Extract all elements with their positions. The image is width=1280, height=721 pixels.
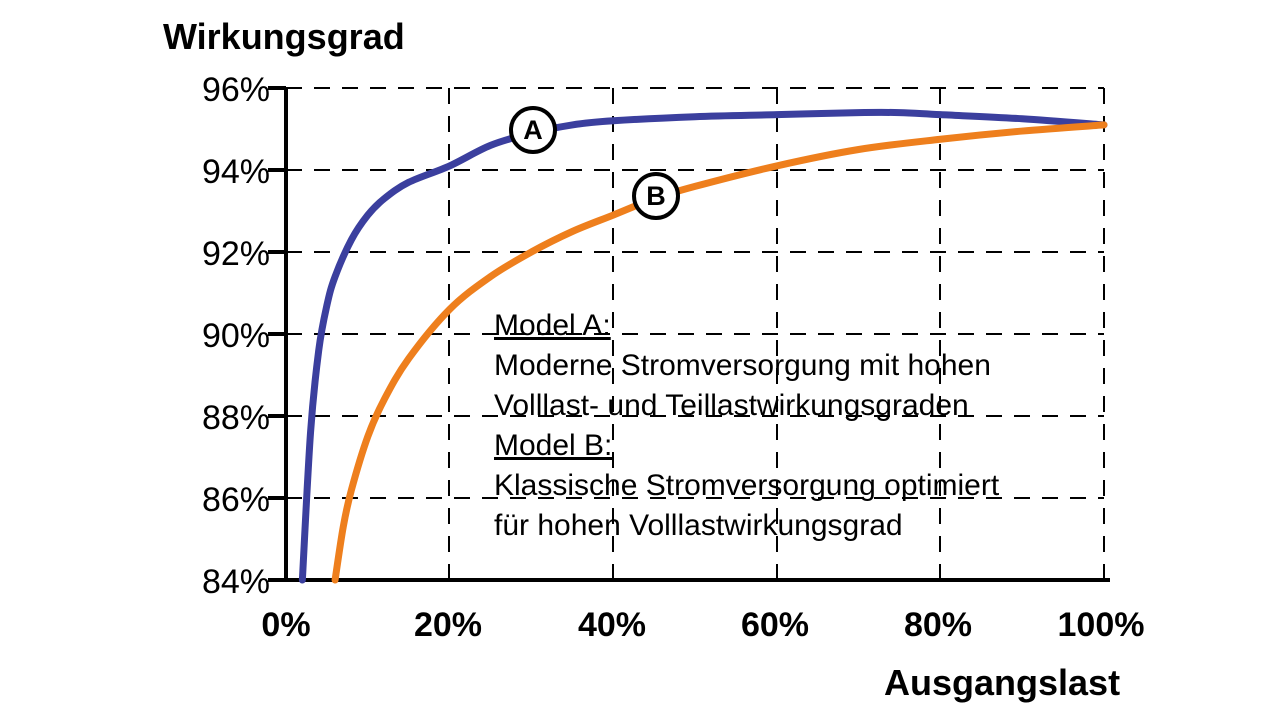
x-tick-label-2: 40% [577,606,647,644]
legend-model-b-line1: Klassische Stromversorgung optimiert [494,469,1000,502]
y-tick-marks [268,88,286,580]
y-axis-title: Wirkungsgrad [163,16,405,57]
y-tick-label-5: 94% [201,153,270,191]
series-marker-a-label: A [523,115,543,145]
x-axis-title: Ausgangslast [884,662,1121,703]
y-tick-label-0: 84% [201,563,270,601]
x-tick-label-0: 0% [261,606,311,644]
legend-annotations [494,306,1104,546]
y-tick-label-1: 86% [201,481,270,519]
y-tick-label-4: 92% [201,235,270,273]
legend-model-b-line2: für hohen Volllastwirkungsgrad [494,509,903,542]
y-tick-label-6: 96% [201,71,270,109]
x-tick-label-1: 20% [413,606,483,644]
x-tick-label-4: 80% [903,606,973,644]
legend-model-a-line2: Volllast- und Teillastwirkungsgraden [494,389,969,422]
x-tick-label-5: 100% [1057,606,1145,644]
y-tick-label-3: 90% [201,317,270,355]
legend-model-a-heading: Model A: [494,309,611,342]
y-tick-label-2: 88% [201,399,270,437]
legend-model-b-heading: Model B: [494,429,613,462]
x-tick-label-3: 60% [740,606,810,644]
legend-model-a-line1: Moderne Stromversorgung mit hohen [494,349,991,382]
series-marker-b-label: B [646,181,666,211]
